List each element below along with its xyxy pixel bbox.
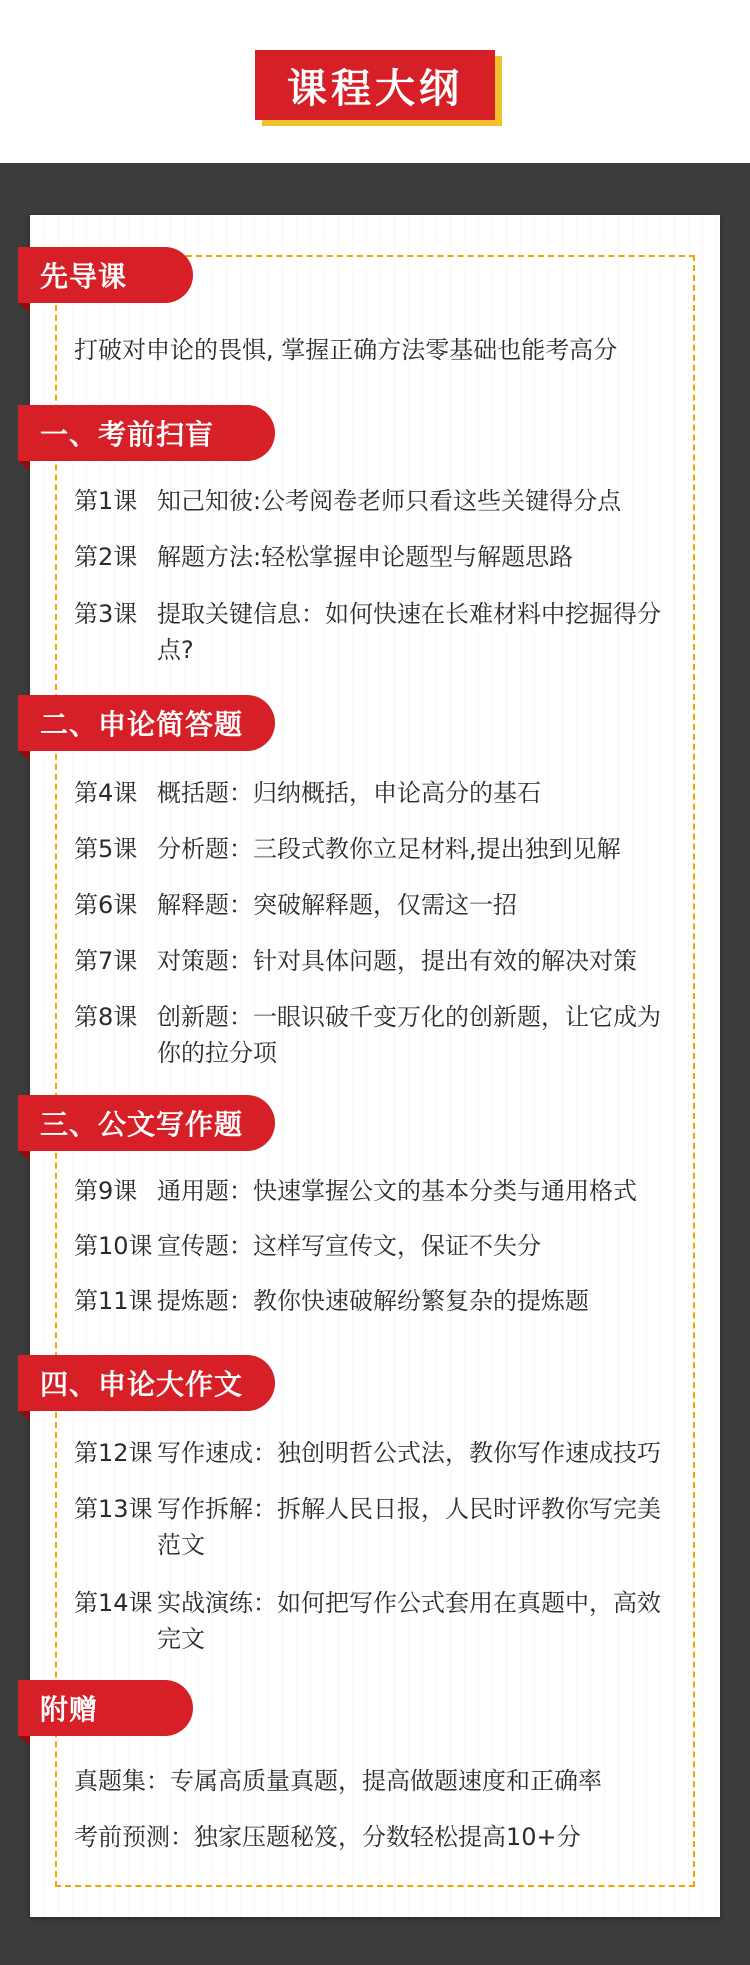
syllabus-card <box>30 215 720 1917</box>
lesson-number: 第8课 <box>74 1003 138 1031</box>
lesson-title: 写作拆解：拆解人民日报，人民时评教你写完美范文 <box>157 1495 661 1559</box>
section-tag-bonus: 附赠 <box>18 1680 193 1736</box>
lesson-title: 知己知彼:公考阅卷老师只看这些关键得分点 <box>157 487 622 515</box>
lesson-item <box>74 887 704 923</box>
lesson-item <box>74 1491 674 1563</box>
section-tag-3: 三、公文写作题 <box>18 1095 275 1151</box>
lesson-title: 写作速成：独创明哲公式法，教你写作速成技巧 <box>157 1439 661 1467</box>
lesson-title: 通用题：快速掌握公文的基本分类与通用格式 <box>157 1177 637 1205</box>
lesson-number: 第7课 <box>74 947 138 975</box>
lesson-number: 第9课 <box>74 1177 138 1205</box>
lesson-number: 第2课 <box>74 543 138 571</box>
title-badge <box>255 50 495 120</box>
lesson-title: 对策题：针对具体问题，提出有效的解决对策 <box>157 947 637 975</box>
lesson-item <box>74 539 704 575</box>
lesson-number: 第1课 <box>74 487 138 515</box>
lesson-title: 解题方法:轻松掌握申论题型与解题思路 <box>157 543 574 571</box>
lesson-item <box>74 943 704 979</box>
lesson-item <box>74 1585 674 1657</box>
lesson-title: 概括题：归纳概括，申论高分的基石 <box>157 779 541 807</box>
lesson-item <box>74 999 674 1071</box>
lesson-title: 提炼题：教你快速破解纷繁复杂的提炼题 <box>157 1287 589 1315</box>
lesson-title: 实战演练：如何把写作公式套用在真题中，高效完文 <box>157 1589 661 1653</box>
lesson-number: 第10课 <box>74 1232 153 1260</box>
lesson-number: 第11课 <box>74 1287 153 1315</box>
lesson-title: 宣传题：这样写宣传文，保证不失分 <box>157 1232 541 1260</box>
lesson-title: 分析题：三段式教你立足材料,提出独到见解 <box>157 835 621 863</box>
lesson-number: 第4课 <box>74 779 138 807</box>
page-title: 课程大纲 <box>255 50 495 120</box>
lesson-item <box>74 1228 704 1264</box>
bonus-line: 真题集：专属高质量真题，提高做题速度和正确率 <box>74 1767 602 1795</box>
lesson-number: 第12课 <box>74 1439 153 1467</box>
lesson-number: 第3课 <box>74 600 138 628</box>
lesson-item <box>74 596 674 668</box>
lesson-number: 第6课 <box>74 891 138 919</box>
section-tag-4: 四、申论大作文 <box>18 1355 275 1411</box>
lesson-number: 第5课 <box>74 835 138 863</box>
intro-text: 打破对申论的畏惧, 掌握正确方法零基础也能考高分 <box>74 336 618 364</box>
bonus-line: 考前预测：独家压题秘笈，分数轻松提高10+分 <box>74 1823 581 1851</box>
lesson-item <box>74 775 704 811</box>
lesson-item <box>74 1435 704 1471</box>
section-tag-intro: 先导课 <box>18 247 193 303</box>
lesson-item <box>74 1283 704 1319</box>
lesson-title: 创新题：一眼识破千变万化的创新题，让它成为你的拉分项 <box>157 1003 661 1067</box>
lesson-number: 第14课 <box>74 1589 153 1617</box>
section-tag-2: 二、申论简答题 <box>18 695 275 751</box>
header-area <box>0 0 750 163</box>
lesson-item <box>74 483 704 519</box>
section-tag-1: 一、考前扫盲 <box>18 405 275 461</box>
lesson-title: 解释题：突破解释题，仅需这一招 <box>157 891 517 919</box>
lesson-item <box>74 1173 704 1209</box>
lesson-title: 提取关键信息：如何快速在长难材料中挖掘得分点? <box>157 600 661 664</box>
lesson-number: 第13课 <box>74 1495 153 1523</box>
lesson-item <box>74 831 704 867</box>
